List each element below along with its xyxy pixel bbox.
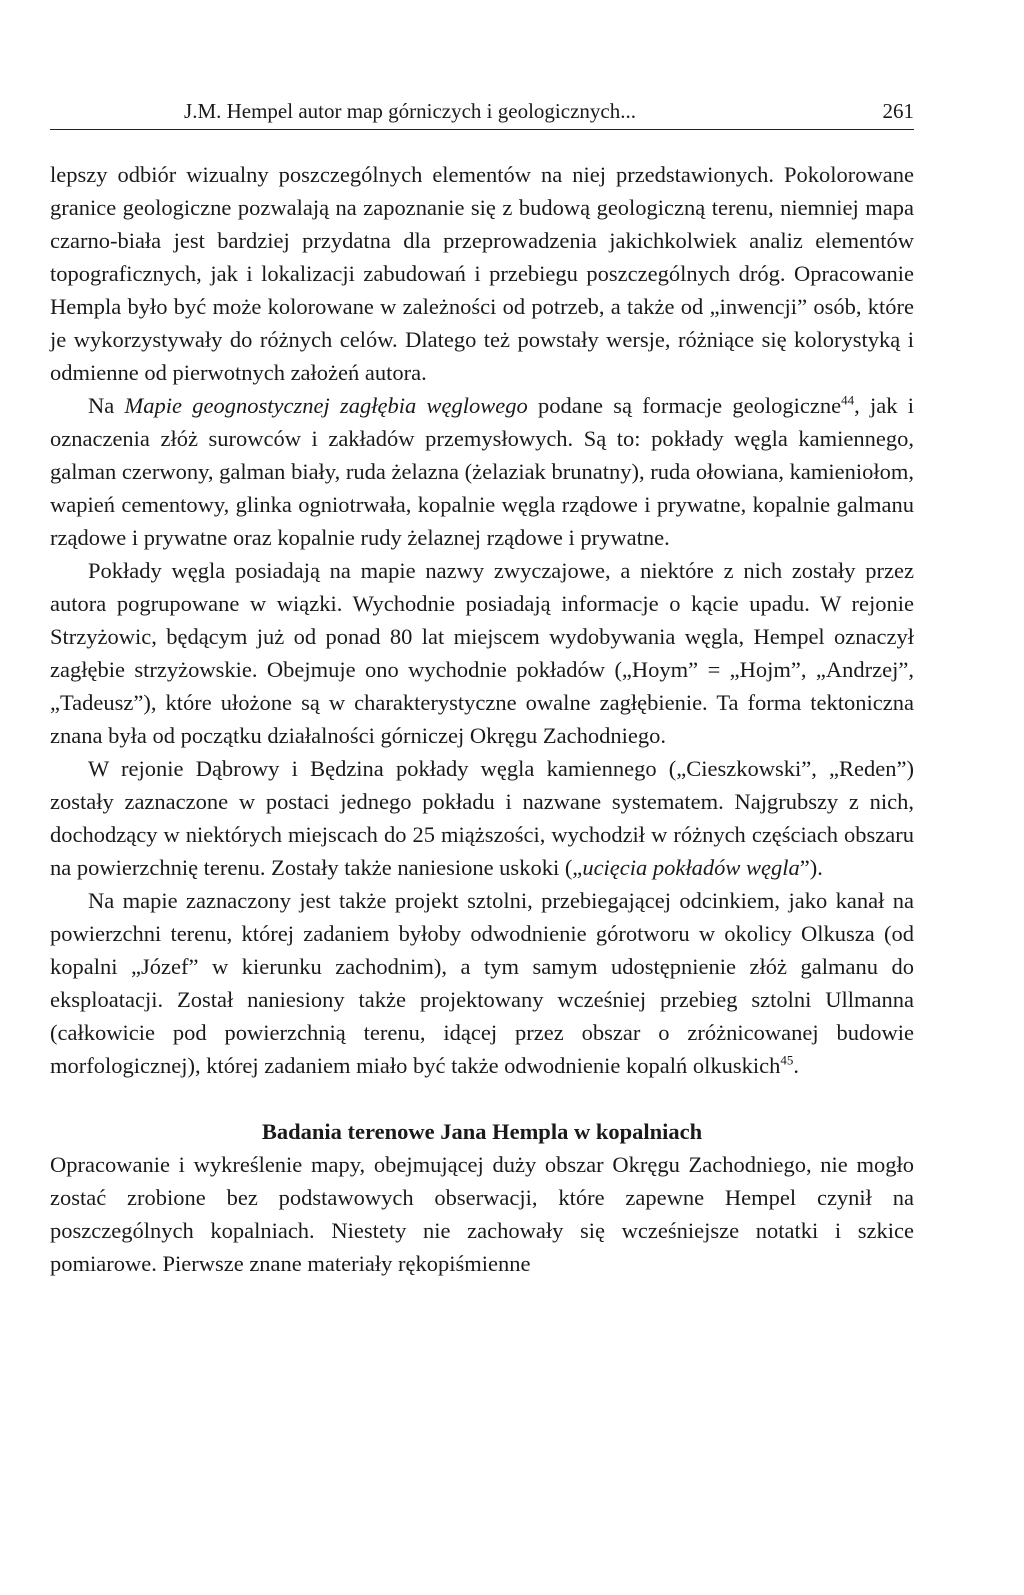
footnote-ref-44[interactable]: 44 bbox=[841, 392, 855, 408]
paragraph-5-text-1: Na mapie zaznaczony jest także projekt sztolni, przebiegającej odcinkiem, jako kanał na powierzchni terenu, której zadaniem byłoby odwodnienie górotworu w okolicy Olkusza (od kopalni „Józef” w kierunku zachodnim), a tym samym udostępnienie złóż galmanu do eksploatacji. Został naniesiony także projektowany wcześniej przebieg sztolni Ullmanna (całkowicie pod powierzchnią terenu, idącej przez obszar o zróżnicowanej budowie morfologicznej), której zadaniem miało być także odwodnienie kopalń olkuskich bbox=[50, 888, 914, 1078]
paragraph-2-text-3: , jak i oznaczenia złóż surowców i zakładów przemysłowych. Są to: pokłady węgla kamiennego, galman czerwony, galman biały, ruda żelazna (żelaziak brunatny), ruda ołowiana, kamieniołom, wapień cementowy, glinka ogniotrwała, kopalnie węgla rządowe i prywatne, kopalnie galmanu rządowe i prywatne oraz kopalnie rudy żelaznej rządowe i prywatne. bbox=[50, 393, 914, 550]
paragraph-4 bbox=[50, 752, 914, 884]
faults-term-italic: ucięcia pokładów węgla bbox=[582, 855, 800, 880]
paragraph-4-text-1: W rejonie Dąbrowy i Będzina pokłady węgla kamiennego („Cieszkowski”, „Reden”) zostały zaznaczone w postaci jednego pokładu i nazwane systematem. Najgrubszy z nich, dochodzący w niektórych miejscach do 25 miąższości, wychodził w różnych częściach obszaru na powierzchnię terenu. Zostały także naniesione uskoki („ bbox=[50, 756, 914, 880]
header-rule bbox=[50, 129, 914, 130]
page-number: 261 bbox=[882, 99, 914, 123]
paragraph-5-text-2: . bbox=[793, 1053, 800, 1078]
page bbox=[50, 95, 914, 1280]
footnote-ref-45[interactable]: 45 bbox=[780, 1052, 794, 1068]
paragraph-3 bbox=[50, 554, 914, 752]
paragraph-3-text: Pokłady węgla posiadają na mapie nazwy zwyczajowe, a niektóre z nich zostały przez autora pogrupowane w wiązki. Wychodnie posiadają informacje o kącie upadu. W rejonie Strzyżowic, będącym już od ponad 80 lat miejscem wydobywania węgla, Hempel oznaczył zagłębie strzyżowskie. Obejmuje ono wychodnie pokładów („Hoym” = „Hojm”, „Andrzej”, „Tadeusz”), które ułożone są w charakterystyczne owalne zagłębienie. Ta forma tektoniczna znana była od początku działalności górniczej Okręgu Zachodniego. bbox=[50, 558, 914, 748]
paragraph-1 bbox=[50, 158, 914, 389]
running-head bbox=[50, 95, 914, 127]
paragraph-1-text: lepszy odbiór wizualny poszczególnych elementów na niej przedstawionych. Pokolorowane granice geologiczne pozwalają na zapoznanie się z budową geologiczną terenu, niemniej mapa czarno-biała jest bardziej przydatna dla przeprowadzenia jakichkolwiek analiz elementów topograficznych, jak i lokalizacji zabudowań i przebiegu poszczególnych dróg. Opracowanie Hempla było być może kolorowane w zależności od potrzeb, a także od „inwencji” osób, które je wykorzystywały do różnych celów. Dlatego też powstały wersje, różniące się kolorystyką i odmienne od pierwotnych założeń autora. bbox=[50, 162, 914, 385]
section-heading: Badania terenowe Jana Hempla w kopalniach bbox=[261, 1119, 703, 1144]
paragraph-6-text: Opracowanie i wykreślenie mapy, obejmującej duży obszar Okręgu Zachodniego, nie mogło zostać zrobione bez podstawowych obserwacji, które zapewne Hempel czynił na poszczególnych kopalniach. Niestety nie zachowały się wcześniejsze notatki i szkice pomiarowe. Pierwsze znane materiały rękopiśmienne bbox=[50, 1152, 914, 1276]
paragraph-4-text-2: ”). bbox=[799, 855, 823, 880]
paragraph-5 bbox=[50, 884, 914, 1082]
paragraph-2-text-1: Na bbox=[88, 393, 125, 418]
paragraph-6 bbox=[50, 1148, 914, 1280]
map-title-italic: Mapie geognostycznej zagłębia węglowego bbox=[124, 393, 528, 418]
paragraph-2 bbox=[50, 389, 914, 554]
paragraph-2-text-2: podane są formacje geologiczne bbox=[527, 393, 842, 418]
running-title: J.M. Hempel autor map górniczych i geologicznych... bbox=[184, 99, 636, 123]
